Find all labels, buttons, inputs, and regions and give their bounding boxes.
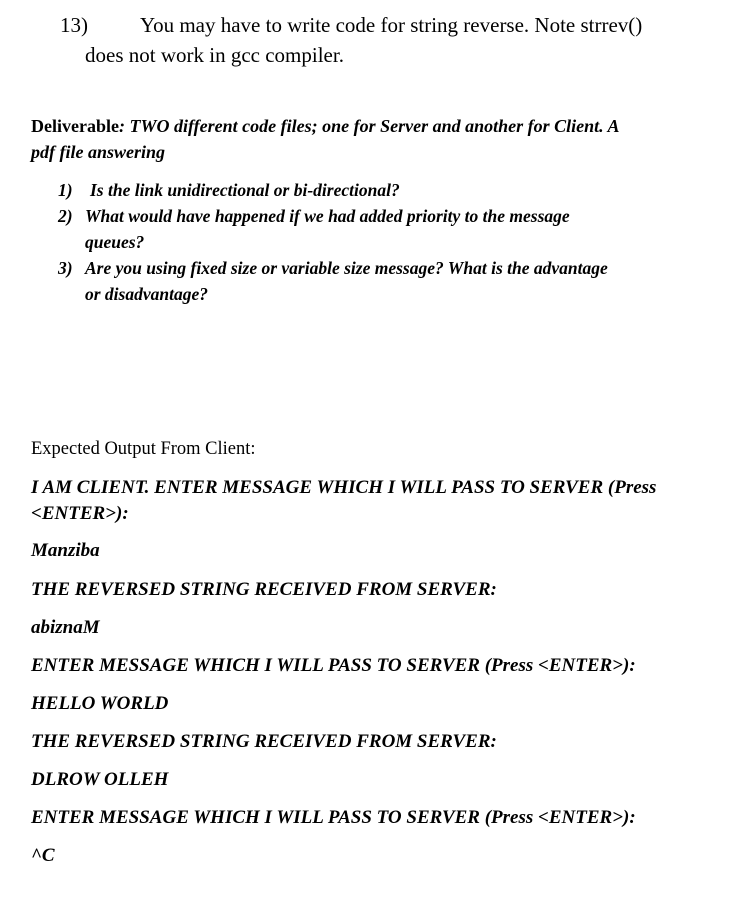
- expected-output-heading: Expected Output From Client:: [31, 439, 256, 459]
- client-output-line: THE REVERSED STRING RECEIVED FROM SERVER:: [31, 731, 497, 752]
- question-2-text-line-2: queues?: [85, 232, 145, 252]
- client-output-line: DLROW OLLEH: [31, 769, 169, 790]
- client-output-line: HELLO WORLD: [31, 693, 169, 714]
- item-13-number: 13): [60, 13, 88, 37]
- question-1-text: Is the link unidirectional or bi-directional?: [90, 180, 400, 200]
- client-output-line: Manziba: [31, 540, 100, 561]
- question-2-text-line-1: What would have happened if we had added priority to the message: [85, 206, 570, 226]
- client-output-line: THE REVERSED STRING RECEIVED FROM SERVER:: [31, 579, 497, 600]
- client-output-line: abiznaM: [31, 617, 100, 638]
- question-3-text-line-2: or disadvantage?: [85, 284, 208, 304]
- client-output-line: ^C: [31, 845, 55, 866]
- question-2-number: 2): [58, 206, 73, 226]
- deliverable-description: : TWO different code files; one for Server and another for Client. A: [118, 116, 620, 136]
- client-output-line: ENTER MESSAGE WHICH I WILL PASS TO SERVER (Press <ENTER>):: [31, 655, 636, 676]
- client-output-line: I AM CLIENT. ENTER MESSAGE WHICH I WILL PASS TO SERVER (Press: [31, 477, 657, 498]
- deliverable-line-2: pdf file answering: [31, 142, 166, 162]
- question-3-number: 3): [58, 258, 73, 278]
- question-3-text-line-1: Are you using fixed size or variable size message? What is the advantage: [85, 258, 608, 278]
- item-13-text-line-2: does not work in gcc compiler.: [85, 43, 344, 67]
- item-13-text-line-1: You may have to write code for string reverse. Note strrev(): [140, 13, 643, 37]
- question-1-number: 1): [58, 180, 73, 200]
- deliverable-line-1: [31, 113, 619, 139]
- client-output-line: <ENTER>):: [31, 503, 129, 524]
- client-output-line: ENTER MESSAGE WHICH I WILL PASS TO SERVER (Press <ENTER>):: [31, 807, 636, 828]
- deliverable-label: Deliverable: [31, 116, 119, 136]
